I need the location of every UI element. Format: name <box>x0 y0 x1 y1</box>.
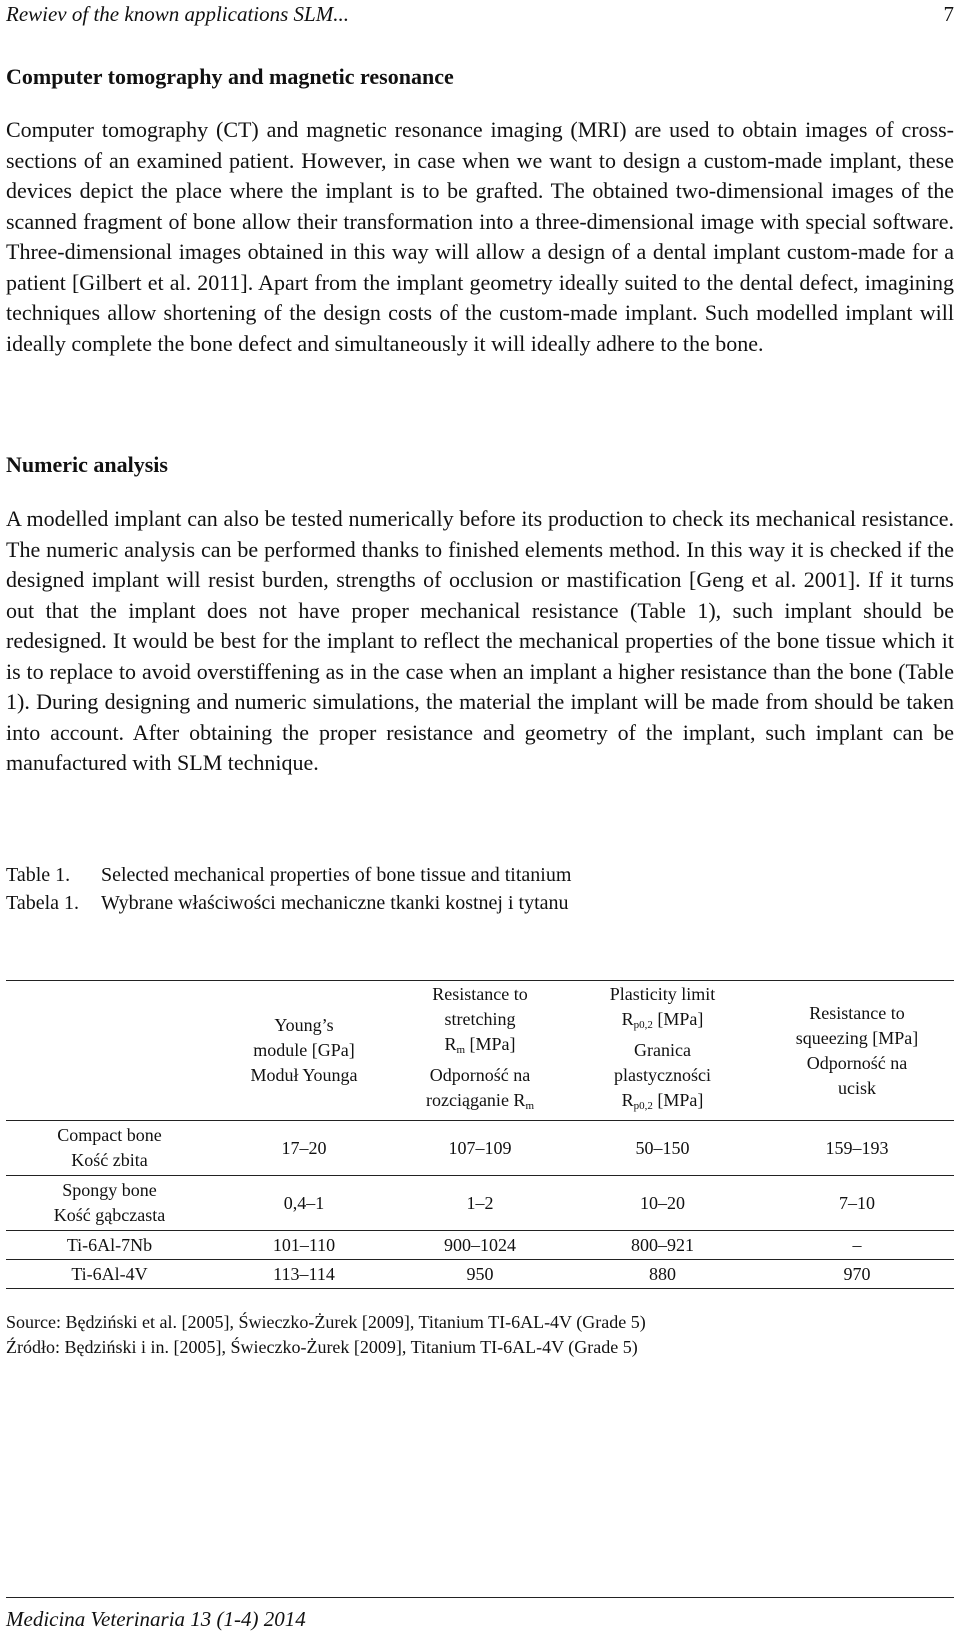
table-row <box>6 1176 954 1231</box>
header-cell-plasticity: Plasticity limit $R_{p0,2}$ [MPa] Granica plastyczności $R_{p0,2}$ [MPa] <box>565 981 760 1121</box>
header-cell-squeezing: Resistance to squeezing [MPa] Odporność na ucisk <box>760 981 954 1121</box>
journal-footer: Medicina Veterinaria 13 (1-4) 2014 <box>6 1607 306 1631</box>
table-caption-en-label: Table 1. <box>6 864 71 886</box>
cell-plasticity: 800–921 <box>565 1231 760 1260</box>
table-row <box>6 1121 954 1176</box>
table-caption-en <box>6 862 571 888</box>
table-caption-pl-label: Tabela 1. <box>6 892 80 914</box>
cell-young: 17–20 <box>213 1121 395 1176</box>
table-caption-pl-text: Wybrane właściwości mechaniczne tkanki kostnej i tytanu <box>101 892 569 914</box>
header-cell-young: Young’s module [GPa] Moduł Younga <box>213 981 395 1121</box>
cell-stretching: 1–2 <box>395 1176 565 1231</box>
row-label: Compact bone Kość zbita <box>6 1121 213 1176</box>
page-number: 7 <box>943 2 954 26</box>
cell-young: 0,4–1 <box>213 1176 395 1231</box>
cell-stretching: 900–1024 <box>395 1231 565 1260</box>
table-source-note <box>6 1310 646 1360</box>
running-header <box>6 2 954 28</box>
section-heading-ct-mri: Computer tomography and magnetic resonance <box>6 64 454 89</box>
cell-squeezing: 159–193 <box>760 1121 954 1176</box>
cell-squeezing: 970 <box>760 1260 954 1289</box>
cell-plasticity: 50–150 <box>565 1121 760 1176</box>
cell-young: 113–114 <box>213 1260 395 1289</box>
header-cell-stretching: Resistance to stretching $R_m$ [MPa] Odporność na rozciąganie $R_m$ <box>395 981 565 1121</box>
table-caption-en-text: Selected mechanical properties of bone tissue and titanium <box>101 864 572 886</box>
table-header-row <box>6 981 954 1121</box>
table-row <box>6 1260 954 1289</box>
section-paragraph-ct-mri: Computer tomography (CT) and magnetic resonance imaging (MRI) are used to obtain images of cross-sections of an examined patient. However, in case when we want to design a custom-made implant, these devices depict the place where the implant is to be grafted. The obtained two-dimensional images of the scanned fragment of bone allow their transformation into a three-dimensional image with special software. Three-dimensional images obtained in this way will allow a design of a dental implant custom-made for a patient [Gilbert et al. 2011]. Apart from the implant geometry ideally suited to the dental defect, imagining techniques allow shortening of the design costs of the custom-made implant. Such modelled implant will ideally complete the bone defect and simultaneously it will ideally adhere to the bone. <box>6 117 954 356</box>
table-row <box>6 1231 954 1260</box>
row-label: Ti-6Al-4V <box>6 1260 213 1289</box>
header-cell-material <box>6 981 213 1121</box>
section-heading-numeric: Numeric analysis <box>6 452 168 477</box>
source-pl: Źródło: Będziński i in. [2005], Świeczko-Żurek [2009], Titanium TI-6AL-4V (Grade 5) <box>6 1337 638 1357</box>
row-label: Spongy bone Kość gąbczasta <box>6 1176 213 1231</box>
cell-plasticity: 10–20 <box>565 1176 760 1231</box>
running-title: Rewiev of the known applications SLM... <box>6 2 349 26</box>
cell-stretching: 107–109 <box>395 1121 565 1176</box>
cell-plasticity: 880 <box>565 1260 760 1289</box>
table-caption-pl <box>6 890 569 916</box>
cell-stretching: 950 <box>395 1260 565 1289</box>
section-paragraph-numeric: A modelled implant can also be tested numerically before its production to check its mechanical resistance. The numeric analysis can be performed thanks to finished elements method. In this way it is checked if the designed implant will resist burden, strengths of occlusion or mastification [Geng et al. 2001]. If it turns out that the implant does not have proper mechanical resistance (Table 1), such implant should be redesigned. It would be best for the implant to reflect the mechanical properties of the bone tissue which it is to replace to avoid overstiffening as in the case when an implant a higher resistance than the bone (Table 1). During designing and numeric simulations, the material the implant will be made from should be taken into account. After obtaining the proper resistance and geometry of the implant, such implant can be manufactured with SLM technique. <box>6 506 954 775</box>
cell-young: 101–110 <box>213 1231 395 1260</box>
cell-squeezing: – <box>760 1231 954 1260</box>
footer-divider <box>6 1597 954 1598</box>
cell-squeezing: 7–10 <box>760 1176 954 1231</box>
mechanical-properties-table <box>6 980 954 1289</box>
row-label: Ti-6Al-7Nb <box>6 1231 213 1260</box>
source-en: Source: Będziński et al. [2005], Świeczko-Żurek [2009], Titanium TI-6AL-4V (Grade 5) <box>6 1312 646 1332</box>
